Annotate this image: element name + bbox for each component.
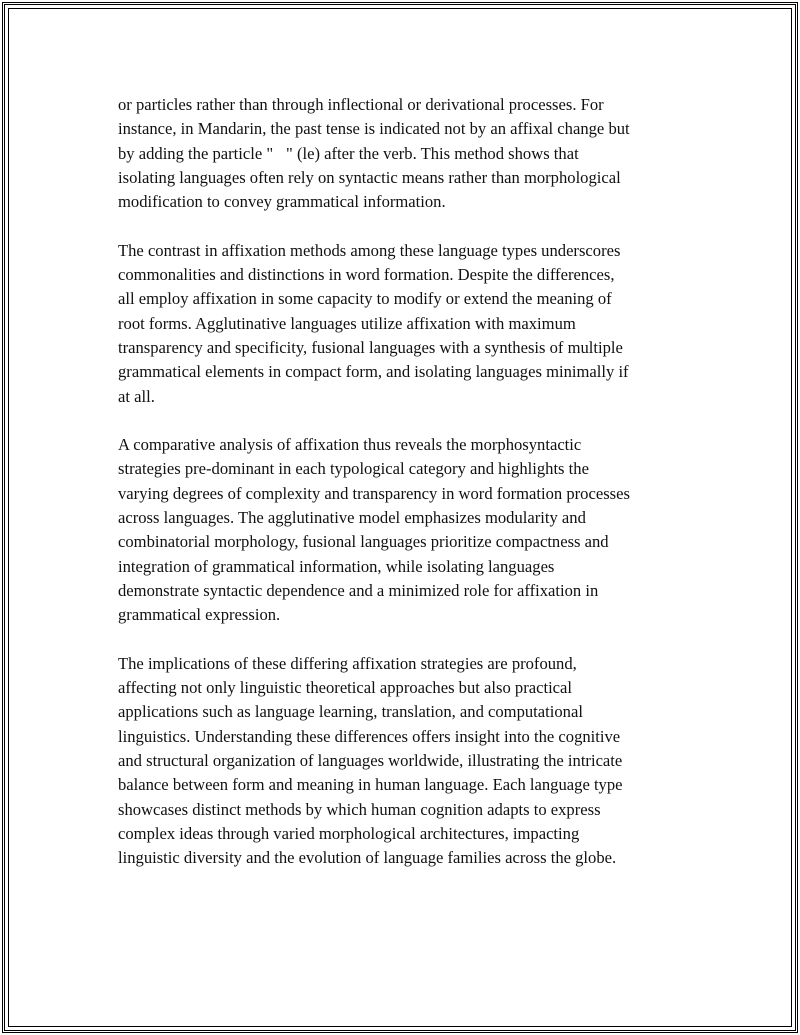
paragraph-comparative-analysis: A comparative analysis of affixation thus reveals the morphosyntactic strategies pre-dominant in each typological category and highlights the varying degrees of complexity and transparency in word formation processes across languages. The agglutinative model emphasizes modularity and combinatorial morphology, fusional languages prioritize compactness and integration of grammatical information, while isolating languages demonstrate syntactic dependence and a minimized role for affixation in grammatical expression. [118,435,630,625]
document-body [118,93,688,895]
paragraph-isolating-languages: or particles rather than through inflectional or derivational processes. For instance, in Mandarin, the past tense is indicated not by an affixal change but by adding the particle " " (le) after the verb. This method shows that isolating languages often rely on syntactic means rather than morphological modification to convey grammatical information. [118,95,630,212]
paragraph-affixation-contrast: The contrast in affixation methods among these language types underscores commonalities and distinctions in word formation. Despite the differences, all employ affixation in some capacity to modify or extend the meaning of root forms. Agglutinative languages utilize affixation with maximum transparency and specificity, fusional languages with a synthesis of multiple grammatical elements in compact form, and isolating languages minimally if at all. [118,240,629,406]
paragraph-implications: The implications of these differing affixation strategies are profound, affecting not only linguistic theoretical approaches but also practical applications such as language learning, translation, and computational linguistics. Understanding these differences offers insight into the cognitive and structural organization of languages worldwide, illustrating the intricate balance between form and meaning in human language. Each language type showcases distinct methods by which human cognition adapts to express complex ideas through varied morphological architectures, impacting linguistic diversity and the evolution of language families across the globe. [118,653,623,868]
